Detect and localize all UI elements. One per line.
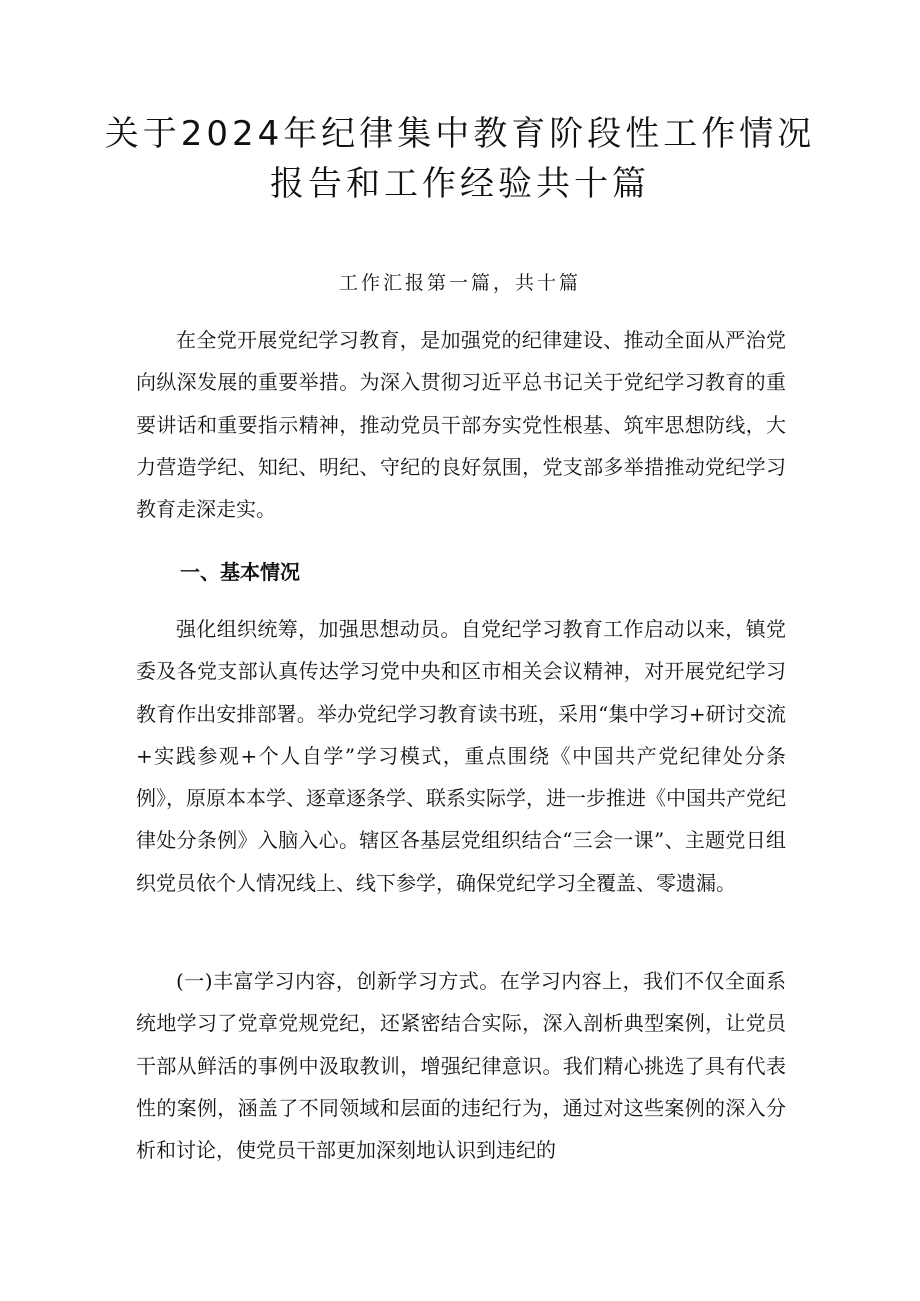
paragraph-intro: 在全党开展党纪学习教育，是加强党的纪律建设、推动全面从严治党向纵深发展的重要举措。为深入贯彻习近平总书记关于党纪学习教育的重要讲话和重要指示精神，推动党员干部夯实党性根基、筑牢思想防线，大力营造学纪、知纪、明纪、守纪的良好氛围，党支部多举措推动党纪学习教育走深走实。 [136,328,786,522]
section-heading-basic-situation: 一、基本情况 [180,560,300,584]
paragraph-learning-content: (一)丰富学习内容，创新学习方式。在学习内容上，我们不仅全面系统地学习了党章党规党纪，还紧密结合实际，深入剖析典型案例，让党员干部从鲜活的事例中汲取教训，增强纪律意识。我们精心挑选了具有代表性的案例，涵盖了不同领域和层面的违纪行为，通过对这些案例的深入分析和讨论，使党员干部更加深刻地认识到违纪的 [136,969,786,1163]
document-title-line-2: 报告和工作经验共十篇 [270,164,650,204]
paragraph-organization: 强化组织统筹，加强思想动员。自党纪学习教育工作启动以来，镇党委及各党支部认真传达学习党中央和区市相关会议精神，对开展党纪学习教育作出安排部署。举办党纪学习教育读书班，采用“集中学习+研讨交流+实践参观+个人自学”学习模式，重点围绕《中国共产党纪律处分条例》，原原本本学、逐章逐条学、联系实际学，进一步推进《中国共产党纪律处分条例》入脑入心。辖区各基层党组织结合“三会一课”、主题党日组织党员依个人情况线上、线下参学，确保党纪学习全覆盖、零遗漏。 [136,617,786,895]
document-subtitle: 工作汇报第一篇，共十篇 [338,272,581,294]
document-title-line-1: 关于2024年纪律集中教育阶段性工作情况 [104,114,816,154]
